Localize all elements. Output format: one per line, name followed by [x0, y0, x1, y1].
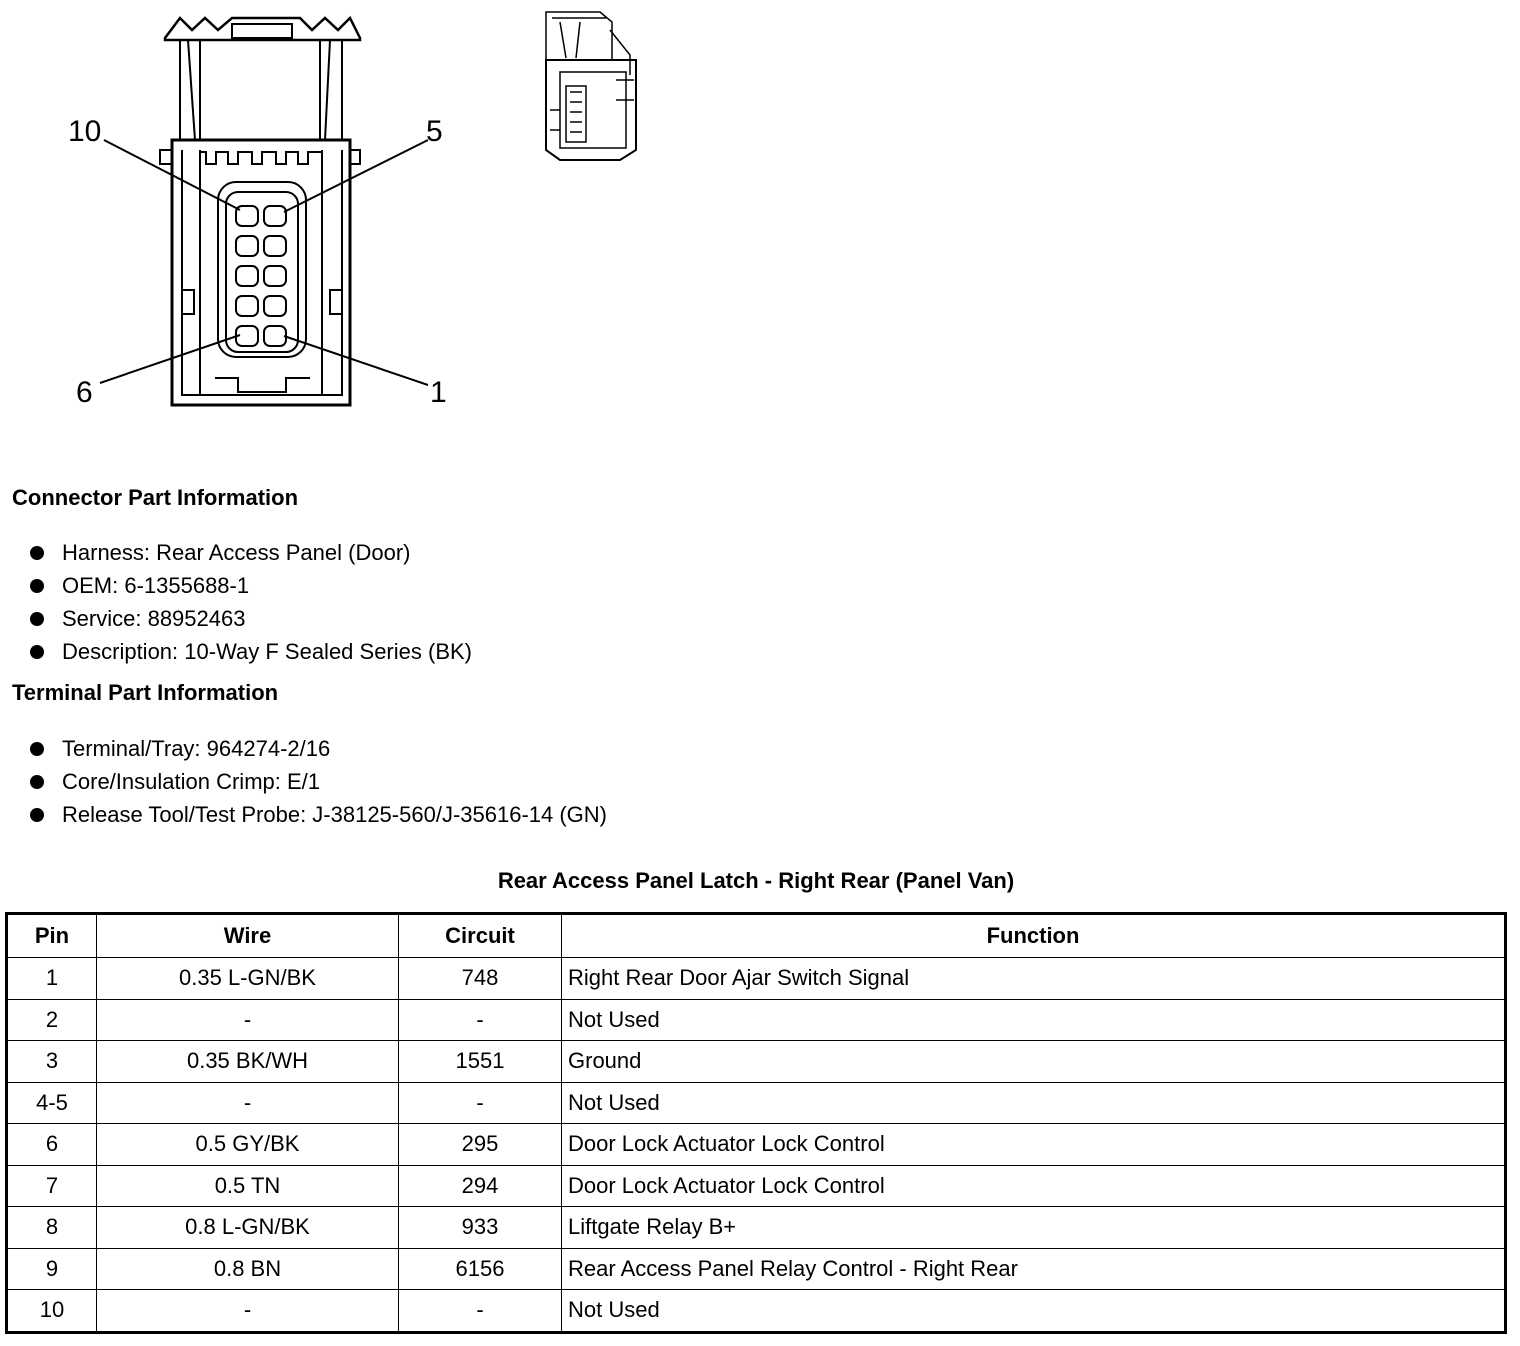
cell-wire: 0.35 BK/WH [97, 1041, 399, 1083]
header-circuit: Circuit [399, 914, 562, 958]
cell-wire: 0.35 L-GN/BK [97, 958, 399, 1000]
table-row [7, 1165, 1506, 1207]
cell-circuit: 1551 [399, 1041, 562, 1083]
bullet-icon [30, 579, 44, 593]
bullet-icon [30, 612, 44, 626]
cell-pin: 6 [7, 1124, 97, 1166]
cell-wire: 0.8 BN [97, 1248, 399, 1290]
cell-pin: 1 [7, 958, 97, 1000]
cell-circuit: - [399, 1290, 562, 1333]
cell-function: Right Rear Door Ajar Switch Signal [562, 958, 1506, 1000]
cell-pin: 3 [7, 1041, 97, 1083]
cell-wire: 0.5 TN [97, 1165, 399, 1207]
cell-circuit: 933 [399, 1207, 562, 1249]
table-row [7, 1290, 1506, 1333]
cell-function: Rear Access Panel Relay Control - Right Rear [562, 1248, 1506, 1290]
cell-pin: 8 [7, 1207, 97, 1249]
connector-info-list [30, 536, 472, 668]
cell-circuit: 748 [399, 958, 562, 1000]
cell-pin: 10 [7, 1290, 97, 1333]
pin-label-10: 10 [68, 115, 102, 148]
cell-function: Door Lock Actuator Lock Control [562, 1124, 1506, 1166]
pinout-table [5, 912, 1507, 1334]
cell-pin: 7 [7, 1165, 97, 1207]
table-row [7, 1041, 1506, 1083]
cell-function: Liftgate Relay B+ [562, 1207, 1506, 1249]
header-wire: Wire [97, 914, 399, 958]
bullet-icon [30, 742, 44, 756]
cell-function: Not Used [562, 999, 1506, 1041]
pin-label-6: 6 [76, 376, 93, 409]
cell-circuit: 6156 [399, 1248, 562, 1290]
cell-circuit: 295 [399, 1124, 562, 1166]
list-item: Release Tool/Test Probe: J-38125-560/J-35616-14 (GN) [30, 798, 607, 831]
pin-label-1: 1 [430, 376, 447, 409]
list-item: Harness: Rear Access Panel (Door) [30, 536, 472, 569]
cell-circuit: 294 [399, 1165, 562, 1207]
cell-wire: 0.8 L-GN/BK [97, 1207, 399, 1249]
table-row [7, 1207, 1506, 1249]
cell-wire: - [97, 1082, 399, 1124]
cell-pin: 4-5 [7, 1082, 97, 1124]
cell-pin: 9 [7, 1248, 97, 1290]
terminal-info-title: Terminal Part Information [12, 680, 279, 705]
connector-info-title: Connector Part Information [12, 485, 299, 510]
list-item: Terminal/Tray: 964274-2/16 [30, 732, 607, 765]
header-function: Function [562, 914, 1506, 958]
list-item: Core/Insulation Crimp: E/1 [30, 765, 607, 798]
cell-wire: 0.5 GY/BK [97, 1124, 399, 1166]
connector-face-drawing [0, 0, 700, 440]
cell-wire: - [97, 999, 399, 1041]
list-item: Service: 88952463 [30, 602, 472, 635]
cell-wire: - [97, 1290, 399, 1333]
table-title: Rear Access Panel Latch - Right Rear (Panel Van) [497, 868, 1015, 893]
cell-circuit: - [399, 999, 562, 1041]
bullet-icon [30, 546, 44, 560]
cell-function: Not Used [562, 1290, 1506, 1333]
pin-label-5: 5 [426, 115, 443, 148]
cell-function: Door Lock Actuator Lock Control [562, 1165, 1506, 1207]
list-item: Description: 10-Way F Sealed Series (BK) [30, 635, 472, 668]
bullet-icon [30, 775, 44, 789]
table-row [7, 1082, 1506, 1124]
table-row [7, 1248, 1506, 1290]
bullet-icon [30, 808, 44, 822]
list-item: OEM: 6-1355688-1 [30, 569, 472, 602]
bullet-icon [30, 645, 44, 659]
cell-circuit: - [399, 1082, 562, 1124]
connector-diagram [0, 0, 700, 440]
table-row [7, 999, 1506, 1041]
cell-function: Not Used [562, 1082, 1506, 1124]
table-header-row [7, 914, 1506, 958]
table-row [7, 958, 1506, 1000]
header-pin: Pin [7, 914, 97, 958]
terminal-info-list [30, 732, 607, 831]
cell-function: Ground [562, 1041, 1506, 1083]
cell-pin: 2 [7, 999, 97, 1041]
table-row [7, 1124, 1506, 1166]
